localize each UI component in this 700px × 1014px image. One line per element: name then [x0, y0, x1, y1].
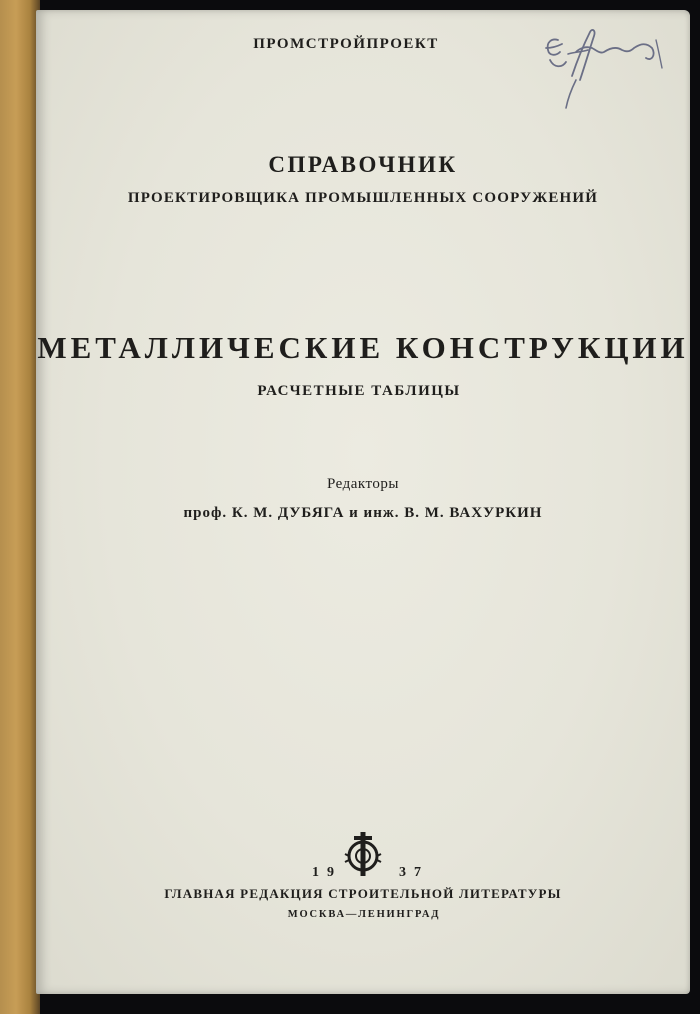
- editors-names: проф. К. М. ДУБЯГА и инж. В. М. ВАХУРКИН: [183, 505, 543, 521]
- series-subtitle: ПРОЕКТИРОВЩИКА ПРОМЫШЛЕННЫХ СООРУЖЕНИЙ: [127, 190, 599, 206]
- book-subtitle: РАСЧЕТНЫЕ ТАБЛИЦЫ: [257, 383, 461, 399]
- publication-city: МОСКВА—ЛЕНИНГРАД: [287, 909, 441, 920]
- imprint-year-row: [36, 830, 690, 880]
- title-page: [36, 10, 690, 994]
- handwritten-signature: [506, 18, 686, 118]
- publisher-name: ГЛАВНАЯ РЕДАКЦИЯ СТРОИТЕЛЬНОЙ ЛИТЕРАТУРЫ: [164, 886, 562, 901]
- book-title: МЕТАЛЛИЧЕСКИЕ КОНСТРУКЦИИ: [37, 330, 689, 365]
- editors-label: Редакторы: [327, 476, 399, 492]
- year-part-left: 19: [312, 865, 342, 880]
- year-part-right: 37: [399, 865, 429, 880]
- publisher-emblem-icon: [342, 830, 384, 878]
- book-cover-edge: [0, 0, 40, 1014]
- series-title: СПРАВОЧНИК: [268, 152, 458, 177]
- publisher-heading: ПРОМСТРОЙПРОЕКТ: [253, 36, 439, 52]
